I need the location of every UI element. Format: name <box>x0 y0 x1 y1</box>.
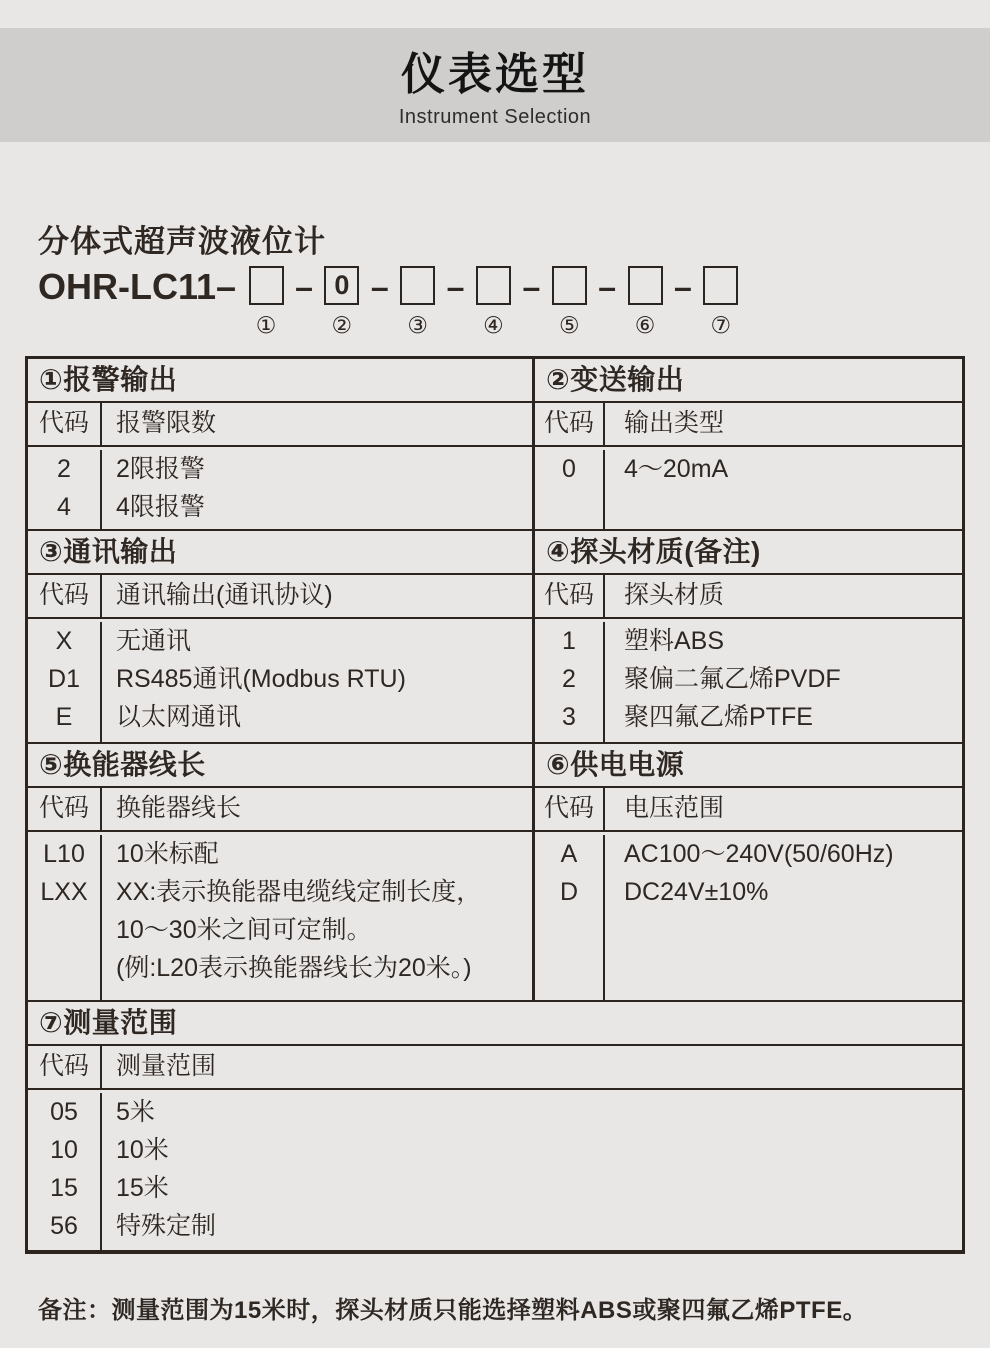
dash-separator: – <box>370 269 389 305</box>
position-label-7: ⑦ <box>710 312 732 338</box>
desc-column <box>102 622 532 742</box>
sections-row-2 <box>28 531 962 744</box>
code-header: 代码 <box>28 575 102 617</box>
model-slot-6 <box>627 266 663 339</box>
code-cell: 56 <box>50 1212 78 1240</box>
desc-cell: 4～20mA <box>624 455 729 483</box>
section-body <box>535 832 962 1000</box>
desc-cell: XX:表示换能器电缆线定制长度， <box>116 878 482 906</box>
dash-separator: – <box>598 269 617 305</box>
section-header-row <box>28 788 532 832</box>
position-label-3: ③ <box>407 312 428 338</box>
section-body <box>535 619 962 742</box>
code-header: 代码 <box>535 575 605 617</box>
section-transducer-cable-length <box>28 744 535 1000</box>
code-cell: A <box>560 840 578 868</box>
model-box-2: 0 <box>324 266 359 305</box>
code-cell: 3 <box>562 703 576 731</box>
code-cell: 0 <box>562 455 576 483</box>
desc-cell: 10～30米之间可定制。 <box>116 916 372 944</box>
dash-separator: – <box>295 269 313 305</box>
section-alarm-output <box>28 359 535 529</box>
code-header: 代码 <box>28 403 102 445</box>
desc-cell: 5米 <box>116 1098 155 1126</box>
model-slot-1 <box>248 266 284 339</box>
desc-header: 电压范围 <box>624 794 725 822</box>
desc-header: 探头材质 <box>624 581 725 609</box>
code-cell: 10 <box>50 1136 78 1164</box>
code-column <box>535 835 605 1000</box>
desc-cell: 特殊定制 <box>116 1212 217 1240</box>
desc-header: 换能器线长 <box>116 794 242 822</box>
section-header-row <box>535 788 962 832</box>
sections-row-1 <box>28 359 962 531</box>
desc-cell: 10米 <box>116 1136 169 1164</box>
desc-column <box>102 835 532 1000</box>
section-body <box>28 1090 962 1250</box>
desc-cell: 以太网通讯 <box>116 703 242 731</box>
section-power-supply <box>535 744 962 1000</box>
section-title: ③通讯输出 <box>28 531 532 575</box>
model-slot-4 <box>475 266 511 339</box>
section-title: ②变送输出 <box>535 359 962 403</box>
desc-cell: 聚四氟乙烯PTFE <box>624 703 813 731</box>
selection-table <box>25 356 965 1254</box>
code-cell: L10 <box>43 840 85 868</box>
section-title: ⑥供电电源 <box>535 744 962 788</box>
model-box-3 <box>400 266 435 305</box>
model-slot-7 <box>703 266 739 339</box>
position-label-5: ⑤ <box>558 312 580 338</box>
desc-header: 报警限数 <box>116 409 217 437</box>
code-cell: LXX <box>40 878 88 906</box>
desc-cell: DC24V±10% <box>624 878 769 906</box>
desc-cell: 2限报警 <box>116 455 205 483</box>
section-probe-material <box>535 531 962 742</box>
model-box-1 <box>249 266 284 305</box>
section-header-row <box>28 575 532 619</box>
desc-header: 输出类型 <box>624 409 725 437</box>
header-banner <box>0 28 990 142</box>
model-slot-3 <box>400 266 436 339</box>
desc-cell: AC100～240V(50/60Hz) <box>624 840 894 868</box>
code-header: 代码 <box>535 788 605 830</box>
code-cell: X <box>55 627 73 655</box>
footnote: 备注：测量范围为15米时，探头材质只能选择塑料ABS或聚四氟乙烯PTFE。 <box>38 1297 868 1324</box>
code-cell: D <box>559 878 579 906</box>
section-header-row <box>535 403 962 447</box>
code-column <box>535 450 605 529</box>
position-label-4: ④ <box>483 312 504 338</box>
section-body <box>28 832 532 1000</box>
sections-row-3 <box>28 744 962 1002</box>
desc-header: 通讯输出(通讯协议) <box>116 581 333 609</box>
model-box-6 <box>628 266 663 305</box>
dash-separator: – <box>522 269 541 305</box>
dash-separator: – <box>446 269 465 305</box>
code-cell: 4 <box>57 493 71 521</box>
code-cell: 15 <box>50 1174 78 1202</box>
position-label-6: ⑥ <box>634 312 656 338</box>
desc-column <box>102 1093 962 1250</box>
desc-cell: 塑料ABS <box>624 627 725 655</box>
section-body <box>28 447 532 529</box>
model-code-row <box>38 266 739 339</box>
section-body <box>535 447 962 529</box>
section-header-row <box>28 403 532 447</box>
dash-separator: – <box>674 269 692 305</box>
position-label-1: ① <box>255 312 277 338</box>
position-label-2: ② <box>331 312 353 338</box>
code-column <box>535 622 605 742</box>
product-name: 分体式超声波液位计 <box>38 224 326 259</box>
code-cell: E <box>55 703 73 731</box>
code-cell: 2 <box>562 665 576 693</box>
section-header-row <box>535 575 962 619</box>
code-column <box>28 1093 102 1250</box>
desc-column <box>605 450 962 529</box>
section-transmit-output <box>535 359 962 529</box>
code-column <box>28 835 102 1000</box>
desc-cell: 15米 <box>116 1174 169 1202</box>
model-box-7 <box>703 266 738 305</box>
model-slot-5 <box>551 266 587 339</box>
model-box-4 <box>476 266 511 305</box>
model-prefix: OHR-LC11– <box>38 266 237 307</box>
desc-column <box>605 835 962 1000</box>
section-measuring-range <box>28 1002 962 1250</box>
section-title: ⑦测量范围 <box>28 1002 962 1046</box>
section-header-row <box>28 1046 962 1090</box>
section-communication-output <box>28 531 535 742</box>
code-column <box>28 450 102 529</box>
code-cell: 1 <box>562 627 576 655</box>
desc-cell: 4限报警 <box>116 493 205 521</box>
code-header: 代码 <box>28 1046 102 1088</box>
desc-cell: RS485通讯(Modbus RTU) <box>116 665 406 693</box>
code-cell: D1 <box>48 665 80 693</box>
model-box-5 <box>552 266 587 305</box>
desc-cell: (例:L20表示换能器线长为20米。) <box>116 954 472 982</box>
section-body <box>28 619 532 742</box>
code-cell: 05 <box>50 1098 78 1126</box>
desc-cell: 聚偏二氟乙烯PVDF <box>624 665 841 693</box>
desc-cell: 10米标配 <box>116 840 219 868</box>
desc-header: 测量范围 <box>116 1052 217 1080</box>
page-title: 仪表选型 <box>401 50 589 99</box>
model-slot-2 <box>324 266 360 339</box>
desc-column <box>102 450 532 529</box>
section-title: ①报警输出 <box>28 359 532 403</box>
code-column <box>28 622 102 742</box>
code-header: 代码 <box>28 788 102 830</box>
section-title: ④探头材质(备注) <box>535 531 962 575</box>
code-header: 代码 <box>535 403 605 445</box>
code-cell: 2 <box>57 455 71 483</box>
desc-cell: 无通讯 <box>116 627 192 655</box>
section-title: ⑤换能器线长 <box>28 744 532 788</box>
desc-column <box>605 622 962 742</box>
page-subtitle: Instrument Selection <box>398 106 592 128</box>
